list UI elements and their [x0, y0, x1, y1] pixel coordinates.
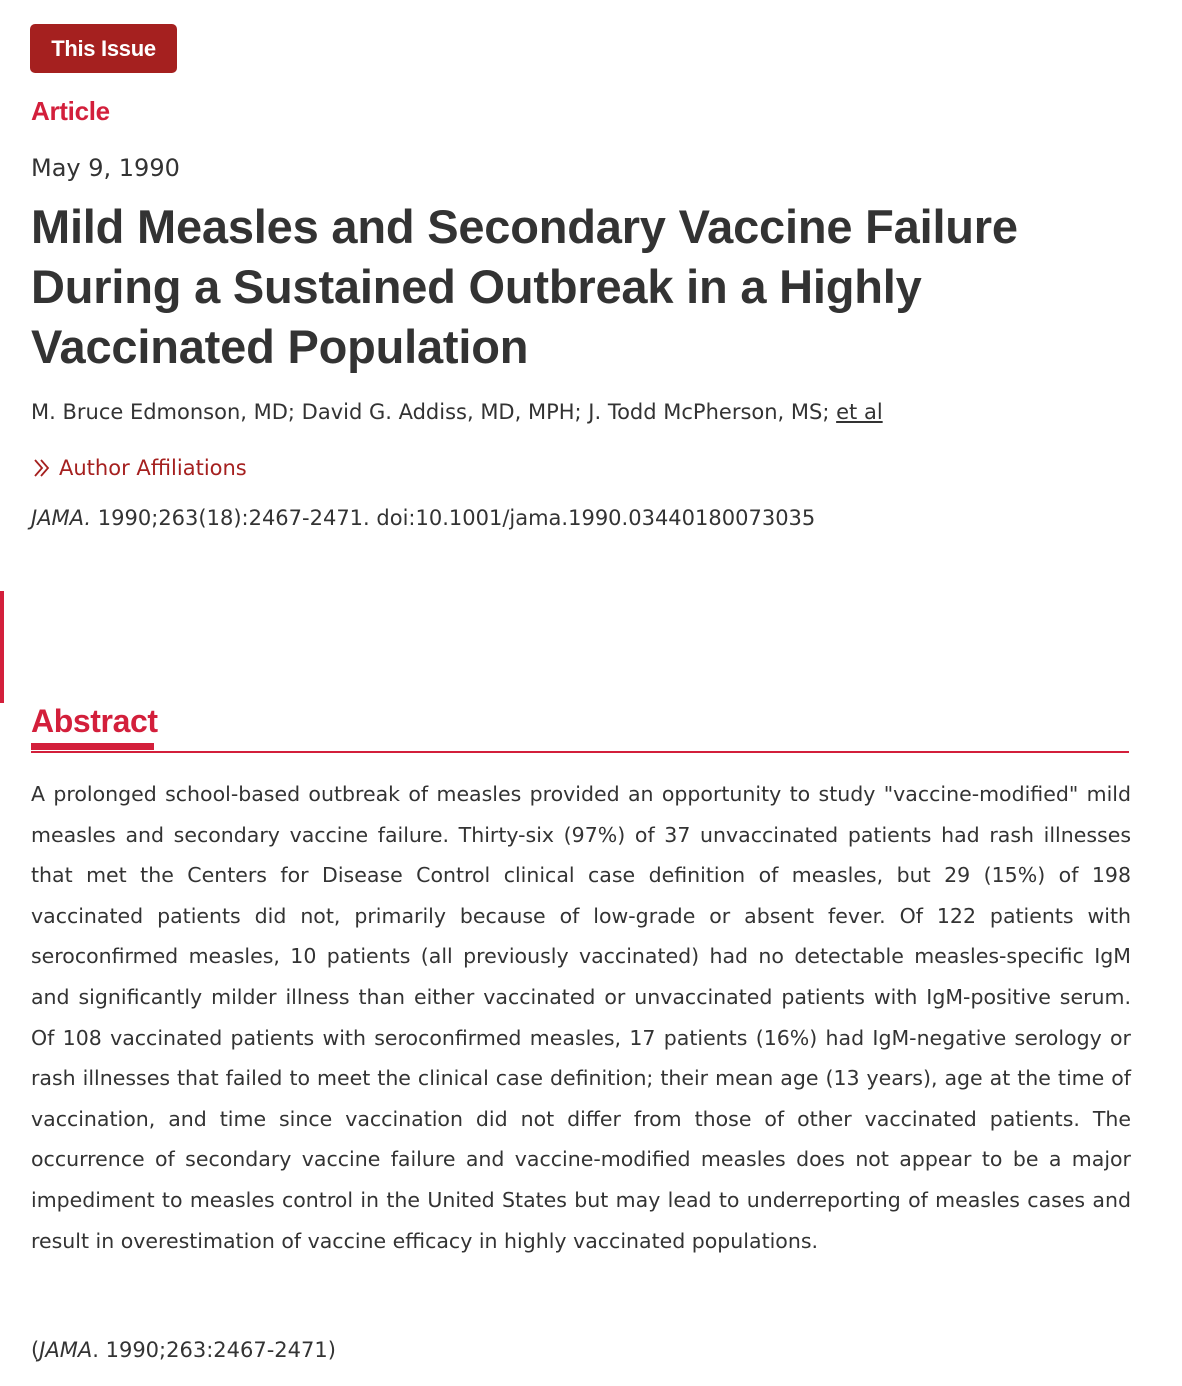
abstract-citation-journal: JAMA [39, 1338, 93, 1362]
article-title: Mild Measles and Secondary Vaccine Failure During a Sustained Outbreak in a Highly Vaccinated Population [31, 200, 1018, 373]
citation-journal: JAMA. [31, 506, 92, 530]
this-issue-button[interactable]: This Issue [30, 24, 177, 73]
article-type-label: Article [31, 96, 110, 126]
author-affiliations-label: Author Affiliations [59, 456, 247, 480]
abstract-citation-open: ( [31, 1338, 40, 1362]
publication-date: May 9, 1990 [31, 154, 180, 182]
side-section-marker [0, 591, 4, 703]
citation-details: 1990;263(18):2467-2471. doi:10.1001/jama.1990.03440180073035 [97, 506, 816, 530]
abstract-heading: Abstract [31, 703, 158, 739]
et-al-link[interactable]: et al [836, 400, 883, 424]
article-citation [31, 506, 815, 530]
abstract-divider [31, 751, 1129, 753]
abstract-citation [31, 1338, 336, 1362]
author-list [31, 400, 883, 424]
double-chevron-right-icon [31, 457, 53, 479]
abstract-heading-underline [31, 743, 154, 750]
authors-text: M. Bruce Edmonson, MD; David G. Addiss, MD, MPH; J. Todd McPherson, MS; [31, 400, 830, 424]
abstract-citation-details: . 1990;263:2467-2471) [92, 1338, 336, 1362]
author-affiliations-toggle[interactable] [31, 456, 247, 480]
abstract-text: A prolonged school-based outbreak of measles provided an opportunity to study "vaccine-modified" mild measles and secondary vaccine failure. Thirty-six (97%) of 37 unvaccinated patients had rash illnesses that met the Centers for Disease Control clinical case definition of measles, but 29 (15%) of 198 vaccinated patients did not, primarily because of low-grade or absent fever. Of 122 patients with seroconfirmed measles, 10 patients (all previously vaccinated) had no detectable measles-specific IgM and significantly milder illness than either vaccinated or unvaccinated patients with IgM-positive serum. Of 108 vaccinated patients with seroconfirmed measles, 17 patients (16%) had IgM-negative serology or rash illnesses that failed to meet the clinical case definition; their mean age (13 years), age at the time of vaccination, and time since vaccination did not differ from those of other vaccinated patients. The occurrence of secondary vaccine failure and vaccine-modified measles does not appear to be a major impediment to measles control in the United States but may lead to underreporting of measles cases and result in overestimation of vaccine efficacy in highly vaccinated populations. [31, 782, 1131, 1253]
